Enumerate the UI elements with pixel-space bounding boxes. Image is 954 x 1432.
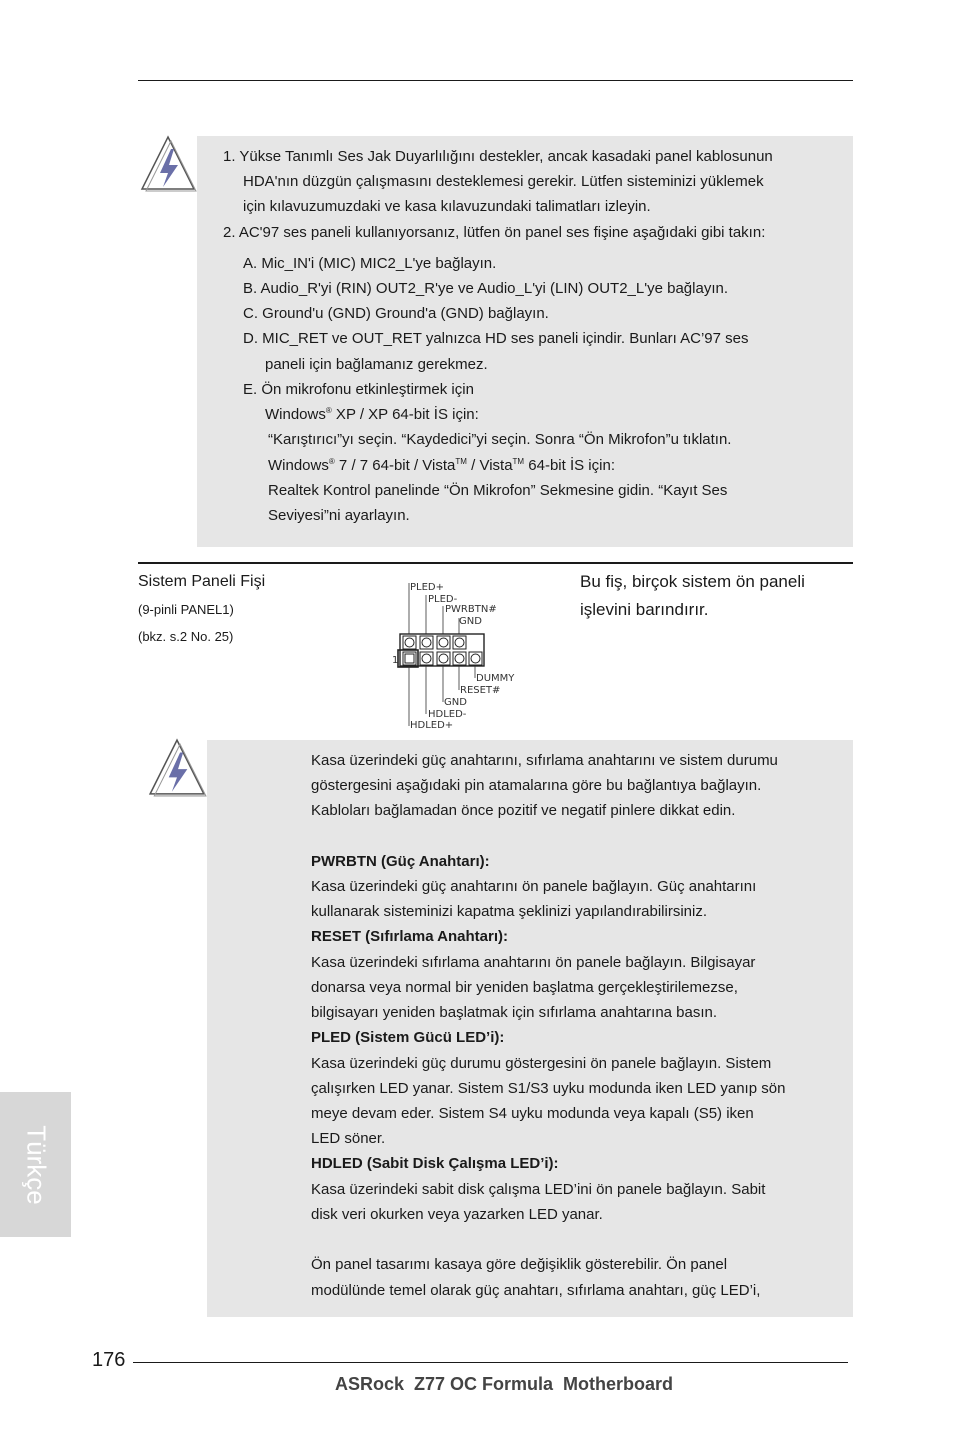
section-desc-line1: Bu fiş, birçok sistem ön paneli xyxy=(580,572,805,591)
pin-row-bottom xyxy=(403,652,482,665)
panel-header-pinout-diagram xyxy=(390,576,530,730)
note1-sub-b: B. Audio_R'yi (RIN) OUT2_R'ye ve Audio_L'yi (LIN) OUT2_L'ye bağlayın. xyxy=(243,280,728,297)
note1-sub-a: A. Mic_IN'i (MIC) MIC2_L'ye bağlayın. xyxy=(243,255,497,272)
pin-label-dummy: DUMMY xyxy=(476,673,515,684)
pled-text-2: çalışırken LED yanar. Sistem S1/S3 uyku modunda iken LED yanıp sön xyxy=(311,1080,786,1097)
note2-intro-3: Kabloları bağlamadan önce pozitif ve negatif pinlere dikkat edin. xyxy=(311,802,736,819)
warning-icon xyxy=(146,736,208,798)
pled-text-3: meye devam eder. Sistem S4 uyku modunda veya kapalı (S5) iken xyxy=(311,1105,754,1122)
reset-text-2: donarsa veya normal bir yeniden başlatma gerçekleştirilemezse, xyxy=(311,979,738,996)
pin-label-pled-minus: PLED- xyxy=(428,594,458,605)
hdled-text-2: disk veri okurken veya yazarken LED yanar. xyxy=(311,1206,603,1223)
note1-sub-e6: Seviyesi”ni ayarlayın. xyxy=(268,507,410,524)
section-title: Sistem Paneli Fişi xyxy=(138,573,266,590)
note1-sub-e2: Windows® XP / XP 64-bit İS için: xyxy=(265,406,479,423)
note1-sub-e1: E. Ön mikrofonu etkinleştirmek için xyxy=(243,381,474,398)
pwrbtn-text-2: kullanarak sisteminizi kapatma şeklinizi yapılandırabilirsiniz. xyxy=(311,903,707,920)
top-rule xyxy=(138,80,853,81)
language-tab xyxy=(0,1092,71,1237)
hdled-heading: HDLED (Sabit Disk Çalışma LED’i): xyxy=(311,1155,559,1172)
note1-sub-e4: Windows® 7 / 7 64-bit / Vista™ / Vista™ 64-bit İS için: xyxy=(268,457,615,474)
footer-product-name: ASRock Z77 OC Formula Motherboard xyxy=(334,1374,674,1394)
note1-item1-line1: 1. Yükse Tanımlı Ses Jak Duyarlılığını destekler, ancak kasadaki panel kablosunun xyxy=(223,148,773,165)
section-desc-line2: işlevini barındırır. xyxy=(580,600,709,619)
section-rule xyxy=(138,562,853,564)
note1-item2-line1: 2. AC'97 ses paneli kullanıyorsanız, lütfen ön panel ses fişine aşağıdaki gibi takın: xyxy=(223,224,766,241)
pin-label-hdled-plus: HDLED+ xyxy=(410,720,454,730)
note1-item1-line3: için kılavuzumuzdaki ve kasa kılavuzundaki talimatları izleyin. xyxy=(243,198,651,215)
pled-heading: PLED (Sistem Gücü LED’i): xyxy=(311,1029,505,1046)
note2-intro-1: Kasa üzerindeki güç anahtarını, sıfırlama anahtarını ve sistem durumu xyxy=(311,752,778,769)
pin-label-reset: RESET# xyxy=(460,685,501,696)
pwrbtn-text-1: Kasa üzerindeki güç anahtarını ön panele bağlayın. Güç anahtarını xyxy=(311,878,757,895)
reset-text-3: bilgisayarı yeniden başlatmak için sıfırlama anahtarına basın. xyxy=(311,1004,718,1021)
language-tab-label: Türkçe xyxy=(21,1124,51,1205)
pin-label-gnd-bottom: GND xyxy=(444,697,467,708)
note2-outro-2: modülünde temel olarak güç anahtarı, sıfırlama anahtarı, güç LED’i, xyxy=(311,1282,761,1299)
pled-text-4: LED söner. xyxy=(311,1130,386,1147)
note1-item1-line2: HDA'nın düzgün çalışmasını desteklemesi gerekir. Lütfen sisteminizi yüklemek xyxy=(243,173,764,190)
page-number: 176 xyxy=(92,1349,126,1371)
section-subtitle-ref: (bkz. s.2 No. 25) xyxy=(138,629,234,644)
pled-text-1: Kasa üzerindeki güç durumu göstergesini ön panele bağlayın. Sistem xyxy=(311,1055,772,1072)
note2-outro-1: Ön panel tasarımı kasaya göre değişiklik gösterebilir. Ön panel xyxy=(311,1256,728,1273)
note1-sub-e3: “Karıştırıcı”yı seçin. “Kaydedici”yi seçin. Sonra “Ön Mikrofon”u tıklatın. xyxy=(268,431,732,448)
hdled-text-1: Kasa üzerindeki sabit disk çalışma LED’ini ön panele bağlayın. Sabit xyxy=(311,1181,766,1198)
note-box-front-panel xyxy=(207,740,853,1317)
reset-heading: RESET (Sıfırlama Anahtarı): xyxy=(311,928,508,945)
note2-intro-2: göstergesini aşağıdaki pin atamalarına göre bu bağlantıya bağlayın. xyxy=(311,777,762,794)
note1-sub-c: C. Ground'u (GND) Ground'a (GND) bağlayın. xyxy=(243,305,549,322)
section-subtitle-pins: (9-pinli PANEL1) xyxy=(138,602,234,617)
note1-sub-d2: paneli için bağlamanız gerekmez. xyxy=(265,356,488,373)
pin1-marker: 1 xyxy=(392,655,399,666)
footer-rule xyxy=(133,1362,848,1363)
pin-label-pled-plus: PLED+ xyxy=(410,582,444,593)
pin-label-pwrbtn: PWRBTN# xyxy=(445,604,497,615)
pwrbtn-heading: PWRBTN (Güç Anahtarı): xyxy=(311,853,490,870)
warning-icon xyxy=(138,133,198,193)
pin-label-gnd-top: GND xyxy=(459,616,482,627)
note1-sub-e5: Realtek Kontrol panelinde “Ön Mikrofon” Sekmesine gidin. “Kayıt Ses xyxy=(268,482,728,499)
reset-text-1: Kasa üzerindeki sıfırlama anahtarını ön panele bağlayın. Bilgisayar xyxy=(311,954,756,971)
note1-sub-d1: D. MIC_RET ve OUT_RET yalnızca HD ses paneli içindir. Bunları AC’97 ses xyxy=(243,330,749,347)
pin-label-hdled-minus: HDLED- xyxy=(428,709,467,720)
